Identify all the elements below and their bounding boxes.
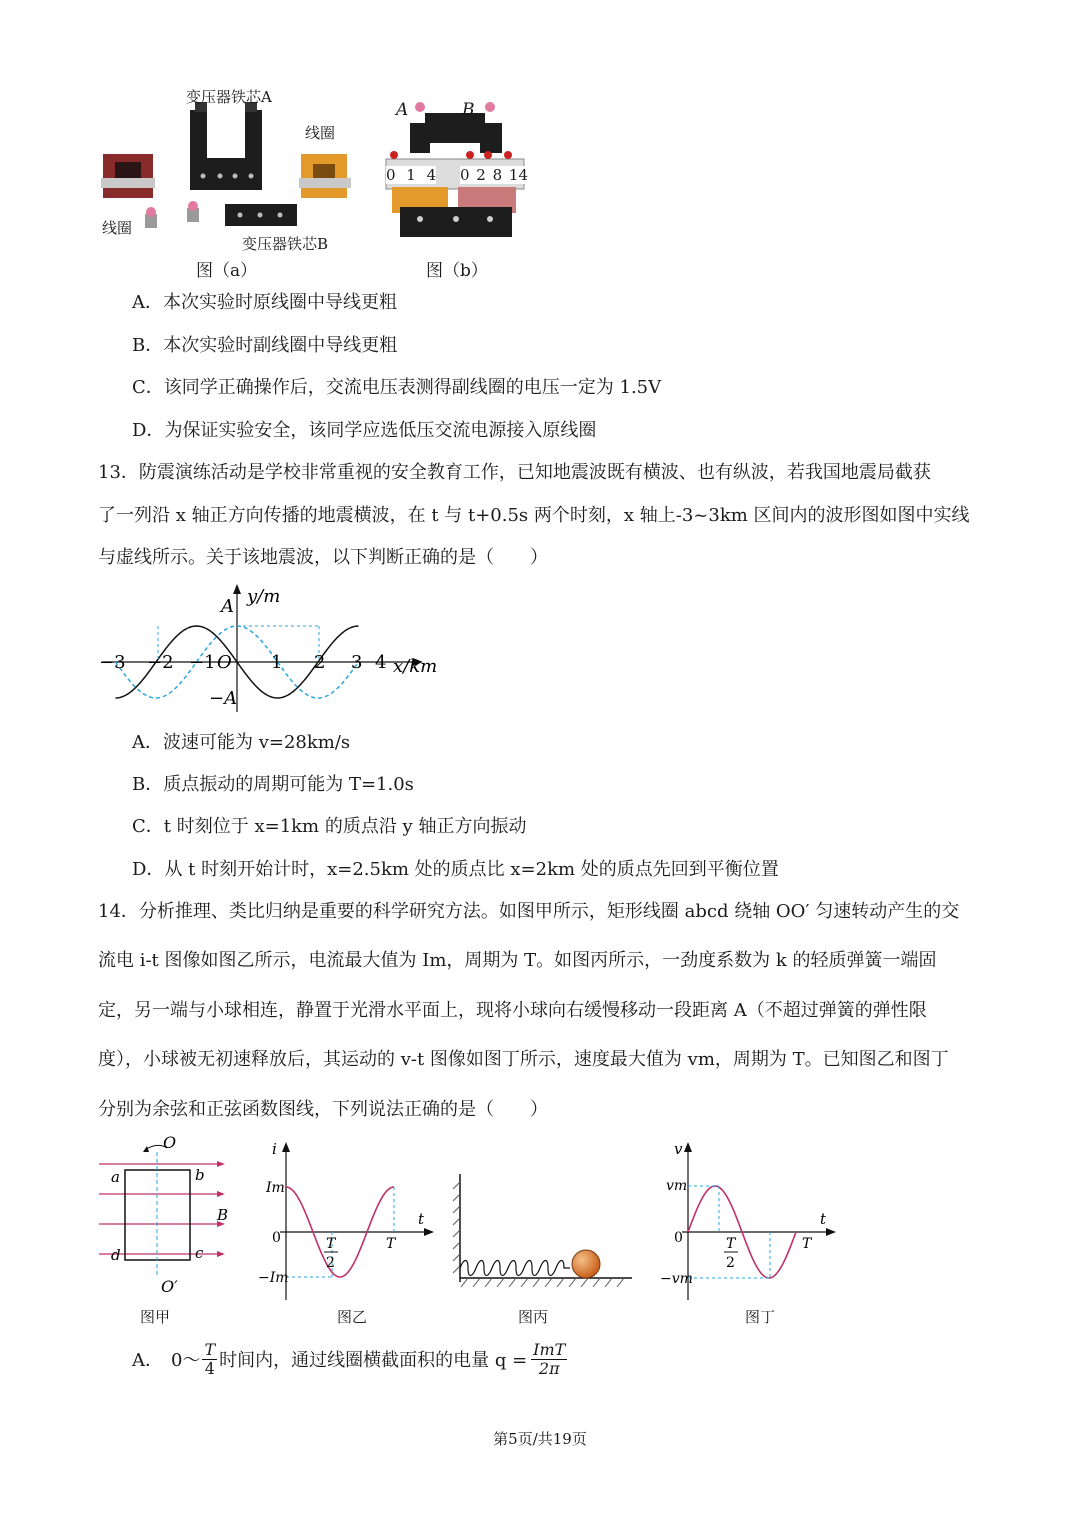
core-b-label: 变压器铁芯B: [242, 235, 329, 253]
ball: [572, 1250, 600, 1278]
tick-2: 2: [314, 652, 326, 673]
terminal-labels-right: 0 2 8 14: [460, 166, 529, 184]
x-axis-label: x/km: [393, 656, 438, 677]
q13-option-c: C．t 时刻位于 x=1km 的质点沿 y 轴正方向振动: [132, 816, 527, 837]
caption-b: 图（b）: [426, 261, 488, 281]
q14-option-a-prefix: 0～: [171, 1350, 201, 1371]
yi-zero-label: 0: [272, 1230, 281, 1246]
ding-halfT-num: T: [726, 1236, 736, 1252]
label-a: a: [111, 1168, 120, 1186]
ding-zero-label: 0: [674, 1230, 683, 1246]
ding-axis-v: v: [674, 1140, 683, 1158]
q13-stem-line-3: 与虚线所示。关于该地震波，以下判断正确的是（ ）: [98, 547, 548, 568]
coil-top-label: 线圈: [305, 124, 336, 142]
label-b: b: [195, 1166, 205, 1184]
label-c: c: [195, 1244, 204, 1262]
label-B-field: B: [217, 1206, 229, 1224]
terminal-labels-left: 0 1 4: [386, 166, 437, 184]
core-label-a: A: [396, 100, 409, 120]
q14-option-a-letter: A．: [132, 1350, 163, 1371]
yi-axis-i: i: [272, 1140, 277, 1158]
q14-option-a-text: 时间内，通过线圈横截面积的电量 q =: [219, 1350, 528, 1371]
yi-halfT-num: T: [326, 1236, 336, 1252]
q14-stem-line-1: 14．分析推理、类比归纳是重要的科学研究方法。如图甲所示，矩形线圈 abcd 绕轴 OO′ 匀速转动产生的交: [98, 901, 960, 922]
yi-halfT-den: 2: [326, 1255, 335, 1271]
figure-jia-coil: [95, 1130, 235, 1300]
ding-T-label: T: [802, 1236, 812, 1252]
tick-3: 3: [351, 652, 363, 673]
page-footer: 第5页/共19页: [493, 1430, 587, 1448]
caption-jia: 图甲: [140, 1308, 171, 1326]
q13-option-a: A．波速可能为 v=28km/s: [132, 732, 351, 753]
figure-ding-velocity-graph: [660, 1140, 840, 1305]
q13-stem-line-2: 了一列沿 x 轴正方向传播的地震横波，在 t 与 t+0.5s 两个时刻，x 轴上-3~3km 区间内的波形图如图中实线: [98, 505, 970, 526]
q14-option-a: [132, 1335, 567, 1383]
q12-option-c: C．该同学正确操作后，交流电压表测得副线圈的电压一定为 1.5V: [132, 377, 662, 398]
ding-axis-t: t: [820, 1210, 827, 1228]
caption-a: 图（a）: [196, 261, 258, 281]
spring: [460, 1261, 570, 1276]
yi-min-label: −Im: [258, 1270, 289, 1286]
core-label-b: B: [462, 100, 475, 120]
figure-yi-current-graph: [258, 1140, 438, 1305]
yi-max-label: Im: [266, 1180, 285, 1196]
origin-label: O: [217, 652, 232, 673]
label-d: d: [111, 1246, 121, 1264]
caption-bing: 图丙: [518, 1308, 549, 1326]
yi-axis-t: t: [418, 1210, 425, 1228]
q14-stem-line-5: 分别为余弦和正弦函数图线，下列说法正确的是（ ）: [98, 1099, 548, 1120]
label-O: O: [163, 1133, 177, 1152]
tick-1: 1: [271, 652, 283, 673]
yi-T-label: T: [386, 1236, 396, 1252]
q12-option-d: D．为保证实验安全，该同学应选低压交流电源接入原线圈: [132, 420, 597, 441]
caption-ding: 图丁: [745, 1308, 776, 1326]
fraction-t-over-4: T 4: [204, 1339, 216, 1378]
fraction-result: ImT 2π: [533, 1339, 566, 1378]
core-a-label: 变压器铁芯A: [186, 88, 272, 106]
coil-left-label: 线圈: [102, 219, 133, 237]
tick-neg3: −3: [99, 652, 126, 673]
wave-graph: [95, 580, 455, 715]
tick-neg1: −1: [189, 652, 216, 673]
tick-neg2: −2: [147, 652, 174, 673]
q13-option-b: B．质点振动的周期可能为 T=1.0s: [132, 774, 414, 795]
y-axis-label: y/m: [247, 586, 281, 607]
figure-bing-spring-mass: [450, 1170, 640, 1295]
q12-option-b: B．本次实验时副线圈中导线更粗: [132, 335, 398, 356]
ding-halfT-den: 2: [726, 1255, 735, 1271]
label-O-prime: O′: [161, 1277, 178, 1296]
q14-stem-line-2: 流电 i-t 图像如图乙所示，电流最大值为 Im，周期为 T。如图丙所示，一劲度系数为 k 的轻质弹簧一端固: [98, 950, 937, 971]
q12-option-a: A．本次实验时原线圈中导线更粗: [132, 292, 397, 313]
q13-option-d: D．从 t 时刻开始计时，x=2.5km 处的质点比 x=2km 处的质点先回到平衡位置: [132, 859, 779, 880]
q14-stem-line-4: 度），小球被无初速释放后，其运动的 v-t 图像如图丁所示，速度最大值为 vm，周期为 T。已知图乙和图丁: [98, 1049, 949, 1070]
q14-stem-line-3: 定，另一端与小球相连，静置于光滑水平面上，现将小球向右缓慢移动一段距离 A（不超过弹簧的弹性限: [98, 1000, 927, 1021]
ding-min-label: −vm: [660, 1271, 693, 1287]
amplitude-negative-label: −A: [209, 688, 238, 709]
caption-yi: 图乙: [337, 1308, 368, 1326]
ding-max-label: vm: [666, 1178, 688, 1194]
q13-stem-line-1: 13．防震演练活动是学校非常重视的安全教育工作，已知地震波既有横波、也有纵波，若我国地震局截获: [98, 462, 931, 483]
tick-4: 4: [375, 652, 387, 673]
amplitude-positive-label: A: [221, 596, 234, 617]
